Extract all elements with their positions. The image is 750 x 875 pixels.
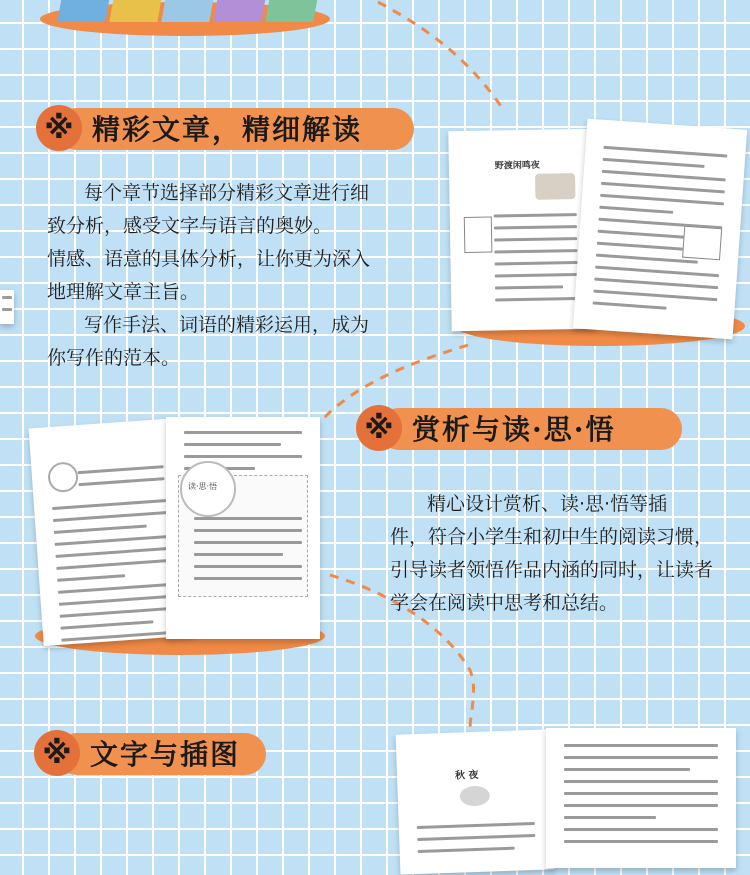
book-2-right-page <box>166 417 320 639</box>
book-1-side-note <box>682 226 722 261</box>
book-photo-2 <box>30 405 330 655</box>
section-1-line-3: 情感、语意的具体分析，让你更为深入 <box>47 248 371 270</box>
reference-mark-icon: ※ <box>36 105 82 151</box>
section-2-line-2: 件，符合小学生和初中生的阅读习惯， <box>390 526 714 548</box>
section-2-line-1: 精心设计赏析、读·思·悟等插 <box>427 493 668 515</box>
reference-mark-icon: ※ <box>356 405 402 451</box>
section-1-line-1: 每个章节选择部分精彩文章进行细 <box>84 182 370 204</box>
book-photo-1 <box>440 110 750 350</box>
section-2-line-3: 引导读者领悟作品内涵的同时，让读者 <box>390 559 714 581</box>
section-1-line-6: 你写作的范本。 <box>47 347 181 369</box>
book-1-left-heading: 野渡闲鸣夜 <box>494 160 540 172</box>
book-2-stamp-circle <box>47 461 79 493</box>
section-1-line-2: 致分析，感受文字与语言的奥妙。 <box>47 215 333 237</box>
book-1-right-page <box>573 119 747 340</box>
book-1-illustration <box>535 173 575 200</box>
reference-mark-icon: ※ <box>34 730 80 776</box>
section-header-2 <box>356 404 616 452</box>
section-title: 文字与插图 <box>90 738 241 771</box>
edge-page-fragment <box>0 290 14 324</box>
section-1-line-5: 写作手法、词语的精彩运用，成为 <box>84 314 370 336</box>
section-title: 赏析与读·思·悟 <box>412 413 616 446</box>
section-2-line-4: 学会在阅读中思考和总结。 <box>390 592 619 614</box>
book-1-note-box <box>464 217 493 253</box>
book-3-illustration <box>459 785 490 806</box>
section-header-3 <box>34 729 240 777</box>
section-1-line-4: 地理解文章主旨。 <box>47 281 200 303</box>
section-title: 精彩文章，精细解读 <box>92 113 363 146</box>
book-2-box-label: 读·思·悟 <box>188 482 218 491</box>
book-photo-3 <box>390 726 750 850</box>
book-3-left-heading: 秋 夜 <box>454 769 479 782</box>
book-3-right-page <box>546 728 736 868</box>
section-header-1 <box>36 104 362 152</box>
book-3-left-page <box>396 729 555 874</box>
